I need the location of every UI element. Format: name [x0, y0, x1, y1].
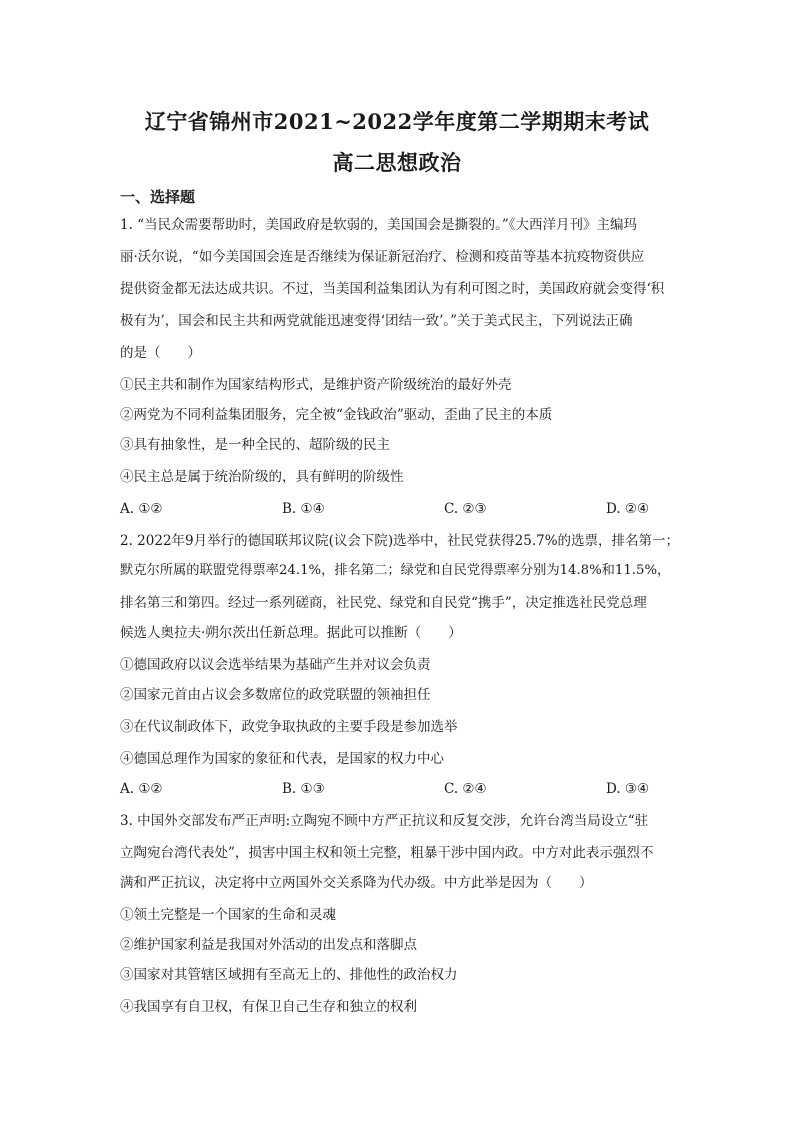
q3-statement: ①领土完整是一个国家的生命和灵魂: [120, 907, 336, 923]
section-heading: 一、选择题: [120, 188, 196, 206]
q1-statement: ①民主共和制作为国家结构形式，是维护资产阶级统治的最好外壳: [120, 377, 512, 393]
q2-stem-line: 默克尔所属的联盟党得票率24.1%，排名第二；绿党和自民党得票率分别为14.8%和11.5%，: [120, 563, 671, 578]
q1-stem-line: 丽·沃尔说，“如今美国国会连是否继续为保证新冠治疗、检测和疫苗等基本抗疫物资供应: [120, 249, 645, 265]
q1-stem-line: 的是（ ）: [120, 345, 201, 361]
q1-stem-line: 1. “当民众需要帮助时，美国政府是软弱的，美国国会是撕裂的。”《大西洋月刊》主编玛: [120, 217, 637, 233]
q2-option-a: A. ①②: [120, 781, 163, 797]
q1-option-c: C. ②③: [444, 501, 487, 517]
q1-option-b: B. ①④: [282, 501, 325, 517]
q2-option-c: C. ②④: [444, 781, 487, 797]
q3-statement: ③国家对其管辖区域拥有至高无上的、排他性的政治权力: [120, 967, 458, 983]
q2-statement: ③在代议制政体下，政党争取执政的主要手段是参加选举: [120, 719, 458, 735]
q2-stem-line: 2. 2022年9月举行的德国联邦议院(议会下院)选举中，社民党获得25.7%的选票，排名第一；: [120, 533, 680, 549]
q1-stem-line: 极有为’，国会和民主共和两党就能迅速变得‘团结一致’。”关于美式民主，下列说法正确: [120, 313, 633, 329]
q3-stem-line: 3. 中国外交部发布严正声明:立陶宛不顾中方严正抗议和反复交涉，允许台湾当局设立“驻: [120, 813, 649, 829]
q1-statement: ④民主总是属于统治阶级的，具有鲜明的阶级性: [120, 469, 404, 485]
exam-subject: 高二思想政治: [332, 150, 462, 175]
q1-option-a: A. ①②: [120, 501, 163, 517]
q1-statement: ③具有抽象性，是一种全民的、超阶级的民主: [120, 437, 390, 453]
q2-option-d: D. ③④: [606, 781, 650, 797]
q2-statement: ①德国政府以议会选举结果为基础产生并对议会负责: [120, 657, 431, 673]
q2-option-b: B. ①③: [282, 781, 325, 797]
q2-stem-line: 候选人奥拉夫·朔尔茨出任新总理。据此可以推断（ ）: [120, 625, 462, 641]
q2-stem-line: 排名第三和第四。经过一系列磋商，社民党、绿党和自民党“携手”，决定推选社民党总理: [120, 595, 647, 611]
q2-statement: ②国家元首由占议会多数席位的政党联盟的领袖担任: [120, 687, 431, 703]
q3-statement: ②维护国家利益是我国对外活动的出发点和落脚点: [120, 937, 417, 953]
exam-title: 辽宁省锦州市2021~2022学年度第二学期期末考试: [144, 109, 650, 134]
q3-stem-line: 满和严正抗议，决定将中立两国外交关系降为代办级。中方此举是因为（ ）: [120, 875, 593, 891]
q2-statement: ④德国总理作为国家的象征和代表，是国家的权力中心: [120, 751, 444, 767]
q3-statement: ④我国享有自卫权，有保卫自己生存和独立的权利: [120, 999, 417, 1015]
q1-stem-line: 提供资金都无法达成共识。不过，当美国利益集团认为有利可图之时，美国政府就会变得‘积: [120, 281, 665, 297]
q1-option-d: D. ②④: [606, 501, 650, 517]
q1-statement: ②两党为不同利益集团服务，完全被“金钱政治”驱动，歪曲了民主的本质: [120, 407, 553, 423]
q3-stem-line: 立陶宛台湾代表处”，损害中国主权和领土完整，粗暴干涉中国内政。中方对此表示强烈不: [120, 845, 654, 861]
